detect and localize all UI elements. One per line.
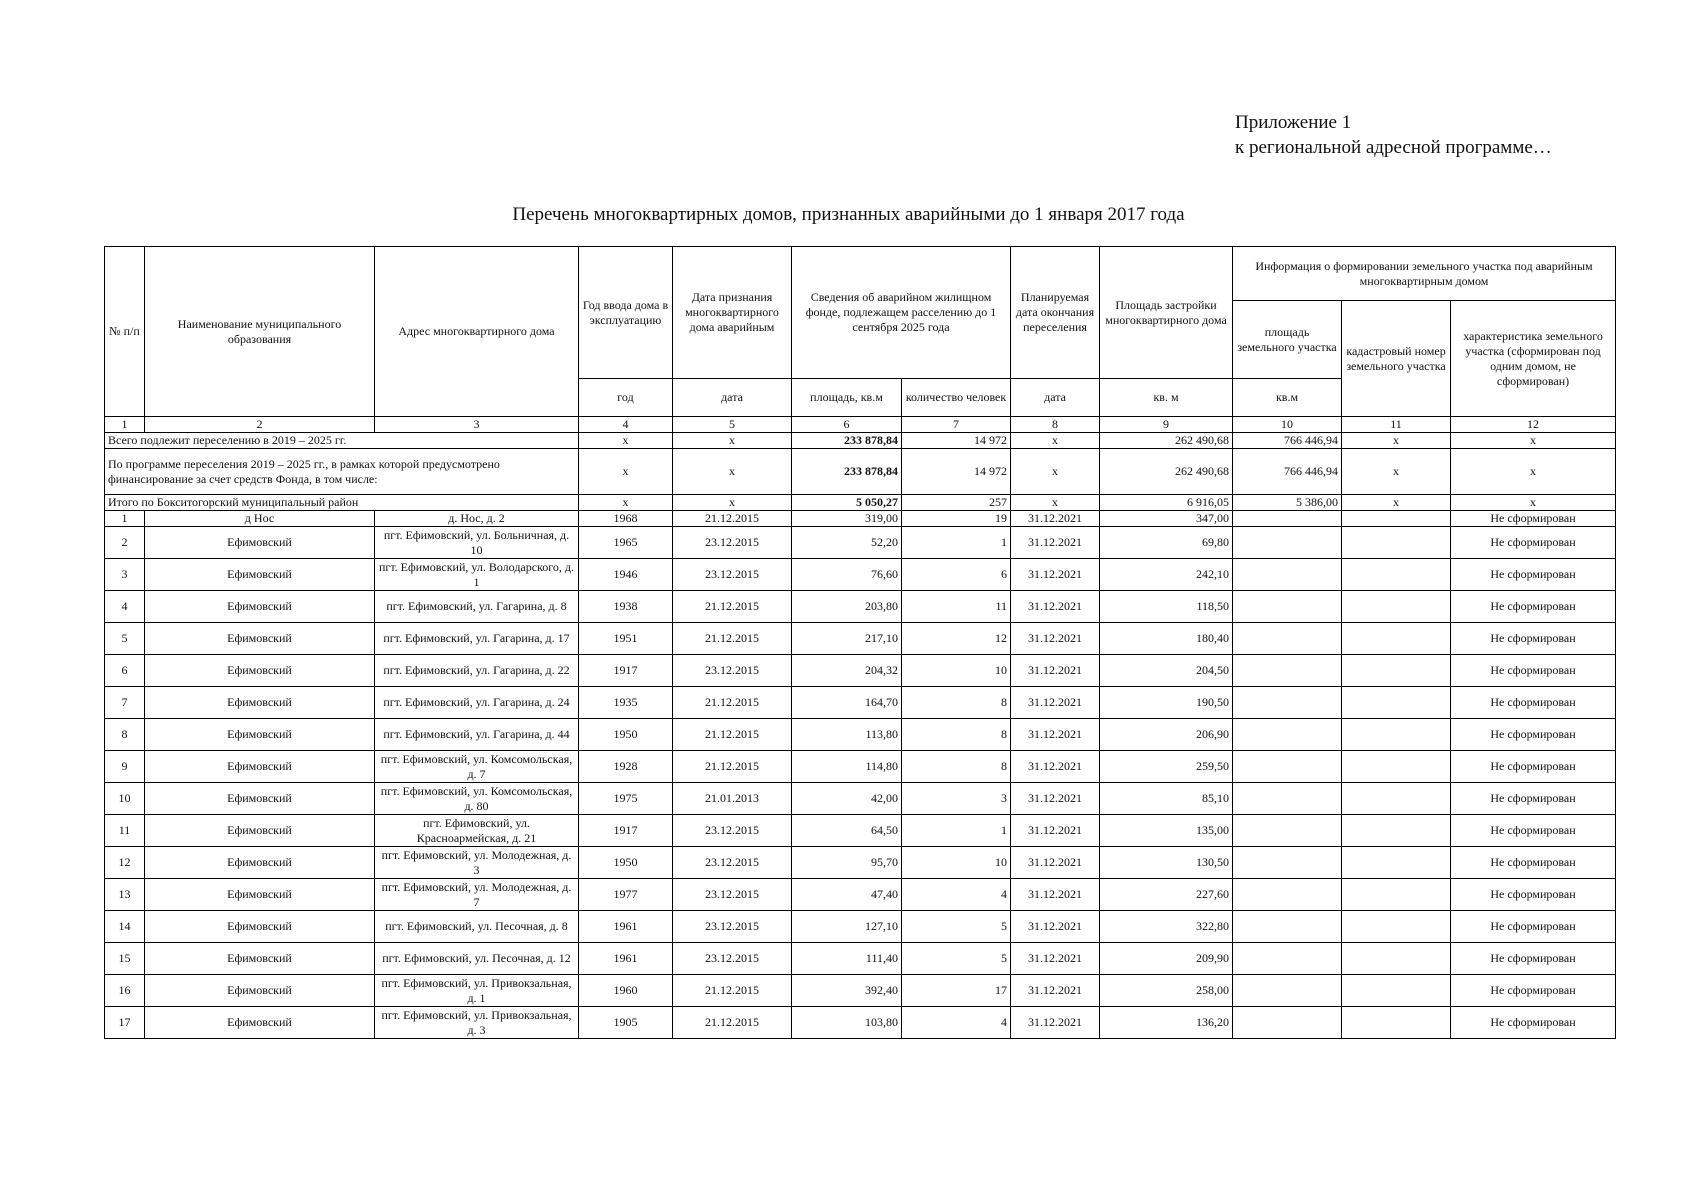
col-number: 5 (673, 417, 792, 433)
row-number: 17 (105, 1007, 145, 1039)
row-area: 95,70 (792, 847, 902, 879)
summary-building-area: 262 490,68 (1100, 433, 1233, 449)
row-area: 42,00 (792, 783, 902, 815)
summary-date: х (673, 433, 792, 449)
row-address: пгт. Ефимовский, ул. Красноармейская, д. 21 (375, 815, 579, 847)
row-cadastral (1342, 559, 1451, 591)
row-people: 4 (902, 879, 1011, 911)
row-building-area: 242,10 (1100, 559, 1233, 591)
table-row (105, 751, 1616, 783)
unit-year: год (579, 379, 673, 417)
row-area: 113,80 (792, 719, 902, 751)
row-cadastral (1342, 911, 1451, 943)
summary-plan-date: х (1011, 495, 1100, 511)
row-municipality: Ефимовский (145, 591, 375, 623)
row-land-area (1233, 1007, 1342, 1039)
row-date-emergency: 21.12.2015 (673, 623, 792, 655)
summary-area: 233 878,84 (792, 449, 902, 495)
row-planned-date: 31.12.2021 (1011, 687, 1100, 719)
row-planned-date: 31.12.2021 (1011, 719, 1100, 751)
row-year-built: 1975 (579, 783, 673, 815)
row-planned-date: 31.12.2021 (1011, 783, 1100, 815)
row-municipality: Ефимовский (145, 687, 375, 719)
row-people: 8 (902, 719, 1011, 751)
row-land-area (1233, 751, 1342, 783)
row-year-built: 1961 (579, 911, 673, 943)
row-cadastral (1342, 719, 1451, 751)
row-date-emergency: 21.12.2015 (673, 591, 792, 623)
table-row (105, 975, 1616, 1007)
row-address: пгт. Ефимовский, ул. Комсомольская, д. 7 (375, 751, 579, 783)
summary-cadastral: х (1342, 495, 1451, 511)
row-building-area: 227,60 (1100, 879, 1233, 911)
row-date-emergency: 23.12.2015 (673, 943, 792, 975)
table-row (105, 815, 1616, 847)
row-land-area (1233, 687, 1342, 719)
row-address: пгт. Ефимовский, ул. Молодежная, д. 7 (375, 879, 579, 911)
row-building-area: 69,80 (1100, 527, 1233, 559)
row-municipality: Ефимовский (145, 815, 375, 847)
row-municipality: Ефимовский (145, 559, 375, 591)
summary-year: х (579, 495, 673, 511)
row-number: 1 (105, 511, 145, 527)
row-number: 10 (105, 783, 145, 815)
table-row (105, 719, 1616, 751)
row-municipality: Ефимовский (145, 719, 375, 751)
row-land-char: Не сформирован (1451, 511, 1616, 527)
row-year-built: 1935 (579, 687, 673, 719)
table-row (105, 527, 1616, 559)
row-planned-date: 31.12.2021 (1011, 911, 1100, 943)
row-planned-date: 31.12.2021 (1011, 655, 1100, 687)
row-building-area: 136,20 (1100, 1007, 1233, 1039)
row-area: 76,60 (792, 559, 902, 591)
summary-people: 14 972 (902, 449, 1011, 495)
row-municipality: Ефимовский (145, 943, 375, 975)
row-people: 1 (902, 815, 1011, 847)
row-municipality: Ефимовский (145, 623, 375, 655)
unit-date-2: дата (1011, 379, 1100, 417)
row-cadastral (1342, 591, 1451, 623)
col-number: 2 (145, 417, 375, 433)
table-row (105, 591, 1616, 623)
row-building-area: 135,00 (1100, 815, 1233, 847)
row-address: д. Нос, д. 2 (375, 511, 579, 527)
table-row (105, 783, 1616, 815)
row-year-built: 1961 (579, 943, 673, 975)
summary-people: 257 (902, 495, 1011, 511)
row-year-built: 1938 (579, 591, 673, 623)
row-address: пгт. Ефимовский, ул. Песочная, д. 8 (375, 911, 579, 943)
row-land-area (1233, 975, 1342, 1007)
row-year-built: 1960 (579, 975, 673, 1007)
summary-cadastral: х (1342, 449, 1451, 495)
row-year-built: 1917 (579, 815, 673, 847)
header-date-emergency: Дата признания многоквартирного дома аварийным (673, 247, 792, 379)
row-number: 7 (105, 687, 145, 719)
row-building-area: 258,00 (1100, 975, 1233, 1007)
row-municipality: Ефимовский (145, 911, 375, 943)
row-address: пгт. Ефимовский, ул. Гагарина, д. 22 (375, 655, 579, 687)
row-land-area (1233, 655, 1342, 687)
row-people: 4 (902, 1007, 1011, 1039)
summary-label: По программе переселения 2019 – 2025 гг., в рамках которой предусмотрено финансирование за счет средств Фонда, в том числе: (105, 449, 579, 495)
row-land-char: Не сформирован (1451, 687, 1616, 719)
col-number: 12 (1451, 417, 1616, 433)
housing-table (104, 246, 1616, 1039)
row-date-emergency: 23.12.2015 (673, 847, 792, 879)
row-date-emergency: 23.12.2015 (673, 911, 792, 943)
row-land-area (1233, 879, 1342, 911)
row-land-area (1233, 623, 1342, 655)
row-number: 16 (105, 975, 145, 1007)
header-land-char: характеристика земельного участка (сформирован под одним домом, не сформирован) (1451, 301, 1616, 417)
row-building-area: 259,50 (1100, 751, 1233, 783)
summary-date: х (673, 495, 792, 511)
col-number: 9 (1100, 417, 1233, 433)
row-municipality: д Нос (145, 511, 375, 527)
row-people: 10 (902, 847, 1011, 879)
summary-building-area: 6 916,05 (1100, 495, 1233, 511)
summary-year: х (579, 449, 673, 495)
row-cadastral (1342, 975, 1451, 1007)
summary-land-char: х (1451, 433, 1616, 449)
row-cadastral (1342, 751, 1451, 783)
table-row (105, 943, 1616, 975)
row-year-built: 1977 (579, 879, 673, 911)
row-year-built: 1968 (579, 511, 673, 527)
row-planned-date: 31.12.2021 (1011, 751, 1100, 783)
table-row (105, 879, 1616, 911)
row-year-built: 1950 (579, 719, 673, 751)
row-municipality: Ефимовский (145, 975, 375, 1007)
row-people: 5 (902, 943, 1011, 975)
row-building-area: 85,10 (1100, 783, 1233, 815)
summary-land-char: х (1451, 449, 1616, 495)
header-address: Адрес многоквартирного дома (375, 247, 579, 417)
row-building-area: 204,50 (1100, 655, 1233, 687)
row-year-built: 1951 (579, 623, 673, 655)
row-address: пгт. Ефимовский, ул. Больничная, д. 10 (375, 527, 579, 559)
header-num: № п/п (105, 247, 145, 417)
row-land-area (1233, 719, 1342, 751)
row-planned-date: 31.12.2021 (1011, 591, 1100, 623)
row-land-char: Не сформирован (1451, 623, 1616, 655)
row-municipality: Ефимовский (145, 527, 375, 559)
summary-people: 14 972 (902, 433, 1011, 449)
row-area: 164,70 (792, 687, 902, 719)
col-number: 8 (1011, 417, 1100, 433)
summary-row (105, 433, 1616, 449)
row-area: 203,80 (792, 591, 902, 623)
row-municipality: Ефимовский (145, 1007, 375, 1039)
row-number: 6 (105, 655, 145, 687)
table-row (105, 687, 1616, 719)
unit-sqm-2: кв.м (1233, 379, 1342, 417)
row-number: 13 (105, 879, 145, 911)
row-land-area (1233, 815, 1342, 847)
summary-area: 5 050,27 (792, 495, 902, 511)
row-land-char: Не сформирован (1451, 719, 1616, 751)
row-people: 5 (902, 911, 1011, 943)
row-people: 10 (902, 655, 1011, 687)
row-date-emergency: 23.12.2015 (673, 879, 792, 911)
col-number: 11 (1342, 417, 1451, 433)
row-year-built: 1950 (579, 847, 673, 879)
header-building-area: Площадь застройки многоквартирного дома (1100, 247, 1233, 379)
row-planned-date: 31.12.2021 (1011, 975, 1100, 1007)
row-land-char: Не сформирован (1451, 975, 1616, 1007)
row-date-emergency: 21.12.2015 (673, 975, 792, 1007)
appendix-line-1: Приложение 1 (1235, 112, 1352, 133)
row-year-built: 1928 (579, 751, 673, 783)
row-people: 8 (902, 751, 1011, 783)
row-address: пгт. Ефимовский, ул. Володарского, д. 1 (375, 559, 579, 591)
row-area: 392,40 (792, 975, 902, 1007)
col-number: 6 (792, 417, 902, 433)
row-building-area: 190,50 (1100, 687, 1233, 719)
row-people: 3 (902, 783, 1011, 815)
row-cadastral (1342, 655, 1451, 687)
row-planned-date: 31.12.2021 (1011, 559, 1100, 591)
row-number: 4 (105, 591, 145, 623)
summary-label: Всего подлежит переселению в 2019 – 2025 гг. (105, 433, 579, 449)
row-people: 19 (902, 511, 1011, 527)
header-fund-info: Сведения об аварийном жилищном фонде, подлежащем расселению до 1 сентября 2025 года (792, 247, 1011, 379)
table-row (105, 911, 1616, 943)
unit-area: площадь, кв.м (792, 379, 902, 417)
row-cadastral (1342, 879, 1451, 911)
summary-building-area: 262 490,68 (1100, 449, 1233, 495)
row-land-area (1233, 911, 1342, 943)
row-number: 12 (105, 847, 145, 879)
header-planned-date: Планируемая дата окончания переселения (1011, 247, 1100, 379)
col-number: 10 (1233, 417, 1342, 433)
row-date-emergency: 21.12.2015 (673, 751, 792, 783)
row-land-area (1233, 527, 1342, 559)
row-cadastral (1342, 527, 1451, 559)
row-date-emergency: 23.12.2015 (673, 527, 792, 559)
row-land-char: Не сформирован (1451, 943, 1616, 975)
header-year-built: Год ввода дома в эксплуатацию (579, 247, 673, 379)
table-row (105, 559, 1616, 591)
header-land-info: Информация о формировании земельного участка под аварийным многоквартирным домом (1233, 247, 1616, 301)
row-cadastral (1342, 623, 1451, 655)
row-area: 47,40 (792, 879, 902, 911)
summary-land-area: 766 446,94 (1233, 449, 1342, 495)
row-land-area (1233, 783, 1342, 815)
row-number: 2 (105, 527, 145, 559)
row-number: 11 (105, 815, 145, 847)
summary-plan-date: х (1011, 449, 1100, 495)
row-area: 64,50 (792, 815, 902, 847)
row-area: 111,40 (792, 943, 902, 975)
row-number: 8 (105, 719, 145, 751)
row-municipality: Ефимовский (145, 783, 375, 815)
row-people: 1 (902, 527, 1011, 559)
row-address: пгт. Ефимовский, ул. Гагарина, д. 44 (375, 719, 579, 751)
table-row (105, 655, 1616, 687)
row-date-emergency: 21.12.2015 (673, 687, 792, 719)
row-date-emergency: 23.12.2015 (673, 655, 792, 687)
row-year-built: 1905 (579, 1007, 673, 1039)
row-planned-date: 31.12.2021 (1011, 815, 1100, 847)
row-area: 103,80 (792, 1007, 902, 1039)
row-municipality: Ефимовский (145, 847, 375, 879)
row-area: 52,20 (792, 527, 902, 559)
column-number-row (105, 417, 1616, 433)
row-building-area: 347,00 (1100, 511, 1233, 527)
row-land-char: Не сформирован (1451, 591, 1616, 623)
row-address: пгт. Ефимовский, ул. Привокзальная, д. 1 (375, 975, 579, 1007)
row-planned-date: 31.12.2021 (1011, 511, 1100, 527)
row-municipality: Ефимовский (145, 879, 375, 911)
row-land-char: Не сформирован (1451, 783, 1616, 815)
page-title: Перечень многоквартирных домов, признанных аварийными до 1 января 2017 года (512, 204, 1185, 225)
summary-row (105, 495, 1616, 511)
col-number: 4 (579, 417, 673, 433)
row-land-char: Не сформирован (1451, 559, 1616, 591)
summary-area: 233 878,84 (792, 433, 902, 449)
row-people: 6 (902, 559, 1011, 591)
summary-land-area: 5 386,00 (1233, 495, 1342, 511)
row-land-char: Не сформирован (1451, 1007, 1616, 1039)
row-building-area: 209,90 (1100, 943, 1233, 975)
row-area: 204,32 (792, 655, 902, 687)
row-area: 127,10 (792, 911, 902, 943)
row-land-area (1233, 943, 1342, 975)
summary-date: х (673, 449, 792, 495)
row-people: 11 (902, 591, 1011, 623)
row-building-area: 206,90 (1100, 719, 1233, 751)
row-planned-date: 31.12.2021 (1011, 847, 1100, 879)
summary-year: х (579, 433, 673, 449)
row-land-area (1233, 559, 1342, 591)
summary-row (105, 449, 1616, 495)
row-building-area: 130,50 (1100, 847, 1233, 879)
row-date-emergency: 23.12.2015 (673, 559, 792, 591)
summary-label: Итого по Бокситогорский муниципальный район (105, 495, 579, 511)
row-number: 15 (105, 943, 145, 975)
row-date-emergency: 21.01.2013 (673, 783, 792, 815)
row-date-emergency: 21.12.2015 (673, 719, 792, 751)
row-land-area (1233, 847, 1342, 879)
row-address: пгт. Ефимовский, ул. Гагарина, д. 24 (375, 687, 579, 719)
row-address: пгт. Ефимовский, ул. Комсомольская, д. 80 (375, 783, 579, 815)
row-address: пгт. Ефимовский, ул. Привокзальная, д. 3 (375, 1007, 579, 1039)
row-area: 319,00 (792, 511, 902, 527)
row-planned-date: 31.12.2021 (1011, 527, 1100, 559)
row-cadastral (1342, 815, 1451, 847)
header-land-area: площадь земельного участка (1233, 301, 1342, 379)
unit-date: дата (673, 379, 792, 417)
row-building-area: 118,50 (1100, 591, 1233, 623)
row-planned-date: 31.12.2021 (1011, 943, 1100, 975)
header-cadastral: кадастровый номер земельного участка (1342, 301, 1451, 417)
col-number: 3 (375, 417, 579, 433)
row-land-char: Не сформирован (1451, 527, 1616, 559)
row-people: 17 (902, 975, 1011, 1007)
row-cadastral (1342, 1007, 1451, 1039)
summary-land-area: 766 446,94 (1233, 433, 1342, 449)
row-land-char: Не сформирован (1451, 879, 1616, 911)
col-number: 1 (105, 417, 145, 433)
unit-sqm: кв. м (1100, 379, 1233, 417)
table-row (105, 847, 1616, 879)
row-building-area: 322,80 (1100, 911, 1233, 943)
row-date-emergency: 21.12.2015 (673, 511, 792, 527)
table-row (105, 511, 1616, 527)
row-land-char: Не сформирован (1451, 655, 1616, 687)
row-number: 14 (105, 911, 145, 943)
table-row (105, 1007, 1616, 1039)
table-row (105, 623, 1616, 655)
row-number: 5 (105, 623, 145, 655)
row-address: пгт. Ефимовский, ул. Гагарина, д. 8 (375, 591, 579, 623)
row-address: пгт. Ефимовский, ул. Молодежная, д. 3 (375, 847, 579, 879)
row-cadastral (1342, 783, 1451, 815)
row-number: 3 (105, 559, 145, 591)
row-planned-date: 31.12.2021 (1011, 623, 1100, 655)
row-land-area (1233, 511, 1342, 527)
row-municipality: Ефимовский (145, 751, 375, 783)
unit-people: количество человек (902, 379, 1011, 417)
row-planned-date: 31.12.2021 (1011, 1007, 1100, 1039)
row-land-char: Не сформирован (1451, 911, 1616, 943)
row-date-emergency: 23.12.2015 (673, 815, 792, 847)
row-people: 12 (902, 623, 1011, 655)
col-number: 7 (902, 417, 1011, 433)
row-address: пгт. Ефимовский, ул. Песочная, д. 12 (375, 943, 579, 975)
appendix-block (1235, 110, 1552, 160)
summary-land-char: х (1451, 495, 1616, 511)
row-cadastral (1342, 687, 1451, 719)
summary-cadastral: х (1342, 433, 1451, 449)
row-building-area: 180,40 (1100, 623, 1233, 655)
row-land-area (1233, 591, 1342, 623)
row-cadastral (1342, 511, 1451, 527)
row-planned-date: 31.12.2021 (1011, 879, 1100, 911)
row-municipality: Ефимовский (145, 655, 375, 687)
appendix-line-2: к региональной адресной программе… (1235, 137, 1552, 158)
row-date-emergency: 21.12.2015 (673, 1007, 792, 1039)
row-year-built: 1917 (579, 655, 673, 687)
summary-plan-date: х (1011, 433, 1100, 449)
row-address: пгт. Ефимовский, ул. Гагарина, д. 17 (375, 623, 579, 655)
row-cadastral (1342, 847, 1451, 879)
row-land-char: Не сформирован (1451, 751, 1616, 783)
row-year-built: 1946 (579, 559, 673, 591)
row-area: 217,10 (792, 623, 902, 655)
row-cadastral (1342, 943, 1451, 975)
header-municipality: Наименование муниципального образования (145, 247, 375, 417)
row-number: 9 (105, 751, 145, 783)
row-people: 8 (902, 687, 1011, 719)
row-year-built: 1965 (579, 527, 673, 559)
row-area: 114,80 (792, 751, 902, 783)
row-land-char: Не сформирован (1451, 815, 1616, 847)
row-land-char: Не сформирован (1451, 847, 1616, 879)
